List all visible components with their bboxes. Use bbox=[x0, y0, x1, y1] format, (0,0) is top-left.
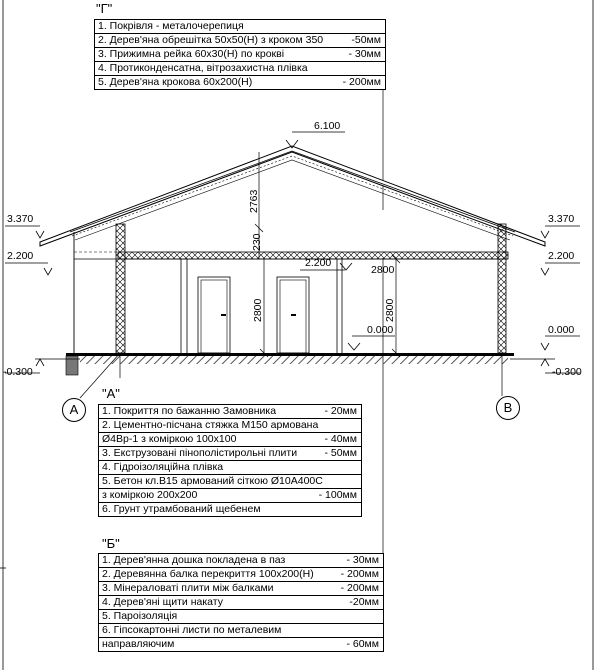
elevation-eave-right-label: 3.370 bbox=[548, 213, 575, 225]
walls bbox=[74, 224, 506, 353]
spec-b-row bbox=[99, 638, 383, 652]
spec-g-row bbox=[95, 62, 385, 76]
spec-b-row bbox=[99, 554, 383, 568]
spec-g-row-value: - 200мм bbox=[342, 76, 381, 88]
spec-b-row-text: 2. Деревянна балка перекриття 100х200(Н) bbox=[102, 568, 314, 580]
spec-a-row bbox=[99, 461, 361, 475]
spec-a-row-text: 1. Покриття по бажанню Замовника bbox=[102, 405, 277, 417]
spec-a-row-text: 2. Цементно-пісчана стяжка М150 армована bbox=[102, 419, 319, 431]
spec-b-row bbox=[99, 568, 383, 582]
spec-g-row-value: - 30мм bbox=[348, 48, 381, 60]
floor-slab bbox=[35, 353, 555, 375]
spec-a-row bbox=[99, 433, 361, 447]
elevation-door-top-label: 2.200 bbox=[305, 257, 332, 269]
dimension-room-height-right: 2800 bbox=[384, 298, 396, 322]
spec-g-row-text: 2. Дерев'яна обрешітка 50х50(Н) з кроком 350 bbox=[98, 34, 324, 46]
spec-b-row-value: -20мм bbox=[349, 596, 379, 608]
spec-g-row bbox=[95, 48, 385, 62]
spec-a-row bbox=[99, 489, 361, 503]
spec-g-row bbox=[95, 34, 385, 48]
elevation-wall-top-right-label: 2.200 bbox=[548, 250, 575, 262]
spec-b-row-text: 6. Гіпсокартонні листи по металевим bbox=[102, 624, 282, 636]
spec-b-row-value: - 30мм bbox=[346, 554, 379, 566]
spec-a-row-value: - 40мм bbox=[324, 433, 357, 445]
spec-a-row-value: - 50мм bbox=[324, 447, 357, 459]
spec-a-row-text: 6. Грунт утрамбований щебенем bbox=[102, 503, 261, 515]
spec-a-row bbox=[99, 405, 361, 419]
spec-b-row-text: направляючим bbox=[102, 638, 175, 650]
spec-g-title: "Г" bbox=[96, 1, 113, 16]
spec-a-row bbox=[99, 475, 361, 489]
elevation-ground-left-label: -0.300 bbox=[3, 366, 33, 378]
spec-g-row bbox=[95, 76, 385, 90]
spec-g-row-text: 3. Прижимна рейка 60х30(Н) по крокві bbox=[98, 48, 285, 60]
dimension-ceiling-height-label: 2800 bbox=[371, 264, 395, 276]
spec-a-row-text: з коміркою 200х200 bbox=[102, 489, 198, 501]
dimension-attic-height: 2763 bbox=[248, 189, 260, 213]
spec-a-row-value: - 20мм bbox=[324, 405, 357, 417]
elevation-floor-mid-label: 0.000 bbox=[367, 324, 394, 336]
spec-b-row-text: 3. Мінераловаті плити між балками bbox=[102, 582, 274, 594]
spec-b-row-text: 4. Дерев'яні щити накату bbox=[102, 596, 223, 608]
axis-marker-b: B bbox=[496, 396, 520, 420]
spec-b-row bbox=[99, 582, 383, 596]
spec-b-row bbox=[99, 610, 383, 624]
elevation-ground-right-label: -0.300 bbox=[552, 366, 582, 378]
spec-a-title: "А" bbox=[102, 386, 120, 401]
spec-b-row bbox=[99, 596, 383, 610]
dimension-room-height-mid: 2800 bbox=[252, 298, 264, 322]
elevation-floor-right-label: 0.000 bbox=[548, 324, 575, 336]
spec-a-row bbox=[99, 447, 361, 461]
spec-b-row-value: - 200мм bbox=[340, 582, 379, 594]
elevation-eave-left-label: 3.370 bbox=[7, 213, 34, 225]
spec-a-row-text: 5. Бетон кл.В15 армований сіткою Ø10А400С bbox=[102, 475, 323, 487]
spec-a-row-text: 4. Гідроізоляційна плівка bbox=[102, 461, 224, 473]
spec-g-row bbox=[95, 20, 385, 34]
spec-g-row-text: 4. Протиконденсатна, вітрозахистна плівка bbox=[98, 62, 308, 74]
elevation-wall-top-left-label: 2.200 bbox=[7, 250, 34, 262]
spec-b-row-text: 5. Пароізоляція bbox=[102, 610, 178, 622]
spec-g-row-text: 5. Дерев'яна крокова 60х200(Н) bbox=[98, 76, 253, 88]
elevation-ridge-label: 6.100 bbox=[314, 120, 341, 132]
ceiling-slab bbox=[74, 252, 508, 259]
spec-a-row bbox=[99, 419, 361, 433]
spec-b-title: "Б" bbox=[102, 536, 120, 551]
spec-b-row-value: - 200мм bbox=[340, 568, 379, 580]
spec-b-row bbox=[99, 624, 383, 638]
spec-a-row-text: Ø4Вр-1 з коміркою 100х100 bbox=[102, 433, 237, 445]
spec-a-table bbox=[98, 404, 362, 517]
spec-g-table bbox=[94, 19, 386, 90]
spec-b-row-text: 1. Дерев'янна дошка покладена в паз bbox=[102, 554, 286, 566]
spec-a-row-text: 3. Екструзовані пінополістирольні плити bbox=[102, 447, 298, 459]
spec-b-table bbox=[98, 553, 384, 652]
spec-a-row bbox=[99, 503, 361, 517]
spec-g-row-text: 1. Покрівля - металочерепиця bbox=[98, 20, 244, 32]
spec-a-row-value: - 100мм bbox=[318, 489, 357, 501]
dimension-ceiling-thickness: 230 bbox=[251, 233, 263, 251]
spec-g-row-value: -50мм bbox=[351, 34, 381, 46]
axis-marker-a: A bbox=[62, 398, 86, 422]
spec-b-row-value: - 60мм bbox=[346, 638, 379, 650]
